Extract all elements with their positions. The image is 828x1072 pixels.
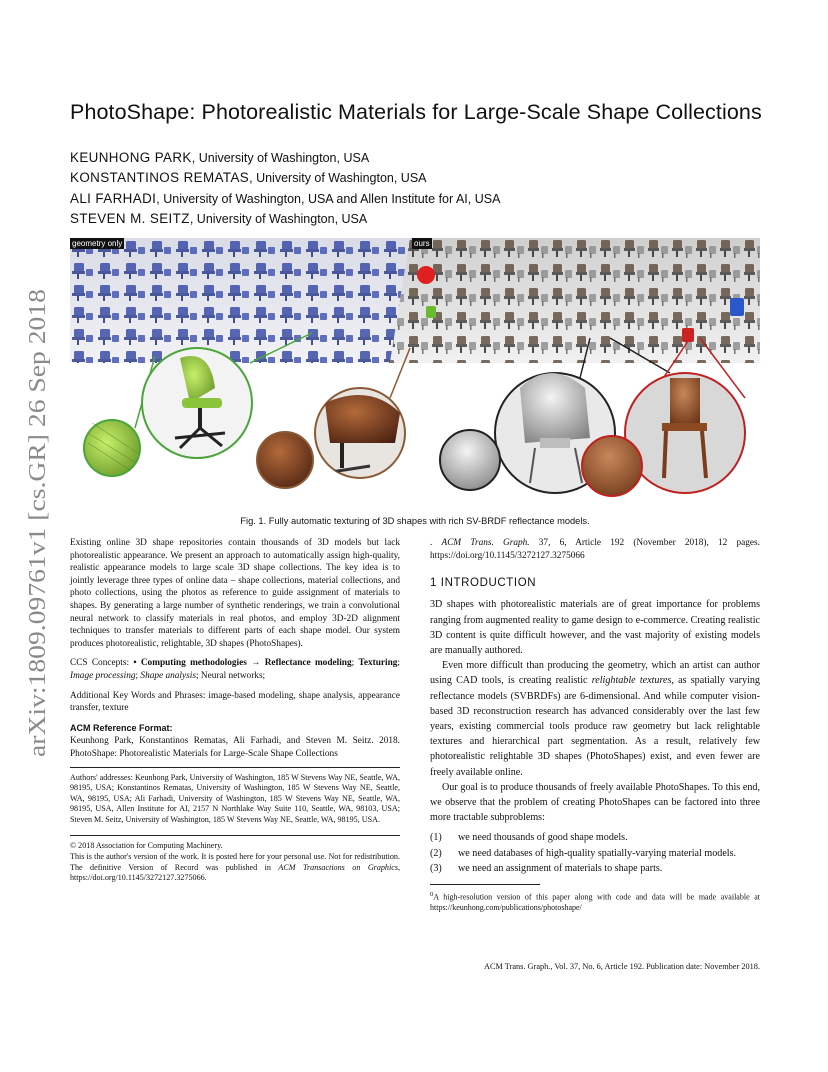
author-affiliation: , University of Washington, USA	[191, 151, 370, 165]
acm-reference-continued	[430, 537, 760, 562]
abstract: Existing online 3D shape repositories contain thousands of 3D models but lack photorealistic appearance. We present an approach to automatically assign high-quality, realistic appearance models to large scale 3D shape collections. The key idea is to jointly leverage three types of online data – shape collections, material collections, and photo collections, using the photos as reference to guide assignment of materials to shapes. By generating a large number of synthetic renderings, we train a convolutional neural network to classify materials in real photos, and employ 3D-2D alignment techniques to transfer materials to different parts of each shape model. Our system produces photorealistic, relightable, 3D shapes (PhotoShapes).	[70, 538, 400, 649]
intro-paragraph-1: 3D shapes with photorealistic materials are of great importance for problems ranging from augmented reality to game design to e-commerce. Creating realistic 3D content is quite difficult however, and the vast majority of existing models are manually authored.	[430, 599, 760, 656]
intro-paragraph-2	[430, 658, 760, 780]
page-footer: ACM Trans. Graph., Vol. 37, No. 6, Article 192. Publication date: November 2018.	[483, 962, 760, 971]
divider	[70, 767, 400, 768]
left-column	[70, 537, 400, 884]
footnote-mark: 0	[430, 891, 434, 899]
author-name: KONSTANTINOS REMATAS	[70, 170, 250, 186]
author-name: KEUNHONG PARK	[70, 150, 192, 165]
ref-details: 37, 6, Article 192 (November 2018), 12 pages. https://doi.org/10.1145/3272127.3275066	[430, 538, 760, 561]
author-affiliation: , University of Washington, USA	[189, 211, 368, 226]
figure-caption: Fig. 1. Fully automatic texturing of 3D shapes with rich SV-BRDF reflectance models.	[240, 516, 590, 526]
keywords: Additional Key Words and Phrases: image-based modeling, shape analysis, appearance transfer, texture	[70, 690, 400, 714]
list-item	[430, 861, 760, 876]
divider	[70, 835, 400, 836]
ccs-term: • Computing methodologies → Reflectance modeling	[133, 658, 352, 669]
author-list	[70, 148, 500, 229]
ccs-sep: ;	[135, 670, 141, 681]
copyright-doi: , https://doi.org/10.1145/3272127.3275066.	[70, 862, 400, 883]
author-addresses: Authors' addresses: Keunhong Park, University of Washington, 185 W Stevens Way NE, Seattle, WA, 98195, USA; Konstantinos Rematas, University of Washington, 185 W Stevens Way NE, Seattle, WA, 98195, USA; Ali Farhadi, University of Washington, 185 W Stevens Way NE, Seattle, WA, 98195, USA, Allen Institute for AI, 2157 N Northlake Way Suite 110, Seattle, WA, 98103, USA; Steven M. Seitz, University of Washington, 185 W Stevens Way NE, Seattle, WA, 98195, USA.	[70, 772, 400, 824]
ccs-sep: ;	[351, 658, 359, 669]
acm-reference	[70, 722, 400, 761]
red-chair-accent	[417, 266, 435, 284]
author-affiliation: , University of Washington, USA and Allen Institute for AI, USA	[156, 191, 501, 206]
list-number: (1)	[430, 832, 442, 844]
ccs-sep: ;	[397, 658, 400, 669]
intro-paragraph-3: Our goal is to produce thousands of freely available PhotoShapes. To this end, we observe that the problem of creating PhotoShapes can be factored into three more tractable subproblems:	[430, 781, 760, 824]
ccs-concepts	[70, 657, 400, 682]
ref-punct: .	[430, 538, 442, 548]
subproblem-list	[430, 830, 760, 876]
ccs-term: Texturing	[358, 658, 398, 669]
geometry-only-label: geometry only	[72, 239, 123, 248]
list-text: we need an assignment of materials to shape parts.	[458, 862, 663, 874]
list-text: we need databases of high-quality spatially-varying material models.	[458, 847, 737, 859]
footnote-divider	[430, 884, 540, 885]
copyright-notice	[70, 841, 400, 883]
right-column	[430, 537, 760, 914]
ref-journal: ACM Trans. Graph.	[441, 538, 530, 548]
list-number: (3)	[430, 862, 442, 874]
section-heading-introduction: 1 INTRODUCTION	[430, 577, 537, 590]
ours-label: ours	[414, 239, 430, 248]
ccs-sep: ; Neural networks;	[195, 670, 266, 681]
list-item	[430, 846, 760, 861]
author-name: ALI FARHADI	[70, 190, 157, 206]
teaser-image	[70, 238, 760, 500]
author-name: STEVEN M. SEITZ	[70, 210, 190, 226]
ccs-term: Shape analysis	[140, 670, 196, 681]
ccs-prefix: CCS Concepts:	[70, 658, 134, 669]
copyright-line: © 2018 Association for Computing Machinery.	[70, 841, 223, 851]
acm-reference-text: Keunhong Park, Konstantinos Rematas, Ali Farhadi, and Steven M. Seitz. 2018. PhotoShape: Photorealistic Materials for Large-Scale Shape Collections	[70, 736, 400, 759]
author-3	[70, 189, 500, 209]
copyright-text	[70, 852, 400, 884]
acm-reference-heading: ACM Reference Format:	[70, 722, 173, 733]
ccs-term: Image processing	[70, 670, 136, 681]
intro-p2-emph: relightable textures	[591, 675, 672, 687]
intro-p2-text: Even more difficult than producing the geometry, which an artist can author using CAD tools, is creating realistic	[430, 660, 760, 687]
list-item	[430, 830, 760, 845]
footnote-text: A high-resolution version of this paper along with code and data will be made available at https://keunhong.com/publications/photoshape/	[430, 892, 760, 913]
arxiv-stamp-text: arXiv:1809.09761v1 [cs.GR] 26 Sep 2018	[24, 341, 51, 757]
paper-title: PhotoShape: Photorealistic Materials for Large-Scale Shape Collections	[70, 100, 762, 124]
list-number: (2)	[430, 847, 442, 859]
footnote	[430, 890, 760, 914]
intro-p2-text: , as spatially varying reflectance models (SVBRDFs) are 6-dimensional. And while computer vision-based 3D reconstruction research has advanced considerably over the last few years, existing commercial tools produce raw geometry but lack relightable textures and hierarchical part segmentation. As a result, relatively few photorealistic relightable 3D shapes (PhotoShapes) exist, and even fewer are freely available online.	[430, 675, 760, 778]
copyright-body: This is the author's version of the work. It is posted here for your personal use. Not for redistribution. The definitive Version of Record was published in	[70, 852, 400, 872]
author-2	[70, 168, 500, 188]
author-1	[70, 148, 500, 168]
arxiv-stamp	[8, 285, 58, 760]
author-affiliation: , University of Washington, USA	[249, 171, 427, 186]
author-4	[70, 209, 500, 229]
list-text: we need thousands of good shape models.	[458, 832, 628, 844]
copyright-journal: ACM Transactions on Graphics	[278, 862, 398, 872]
teaser-figure	[70, 238, 760, 500]
